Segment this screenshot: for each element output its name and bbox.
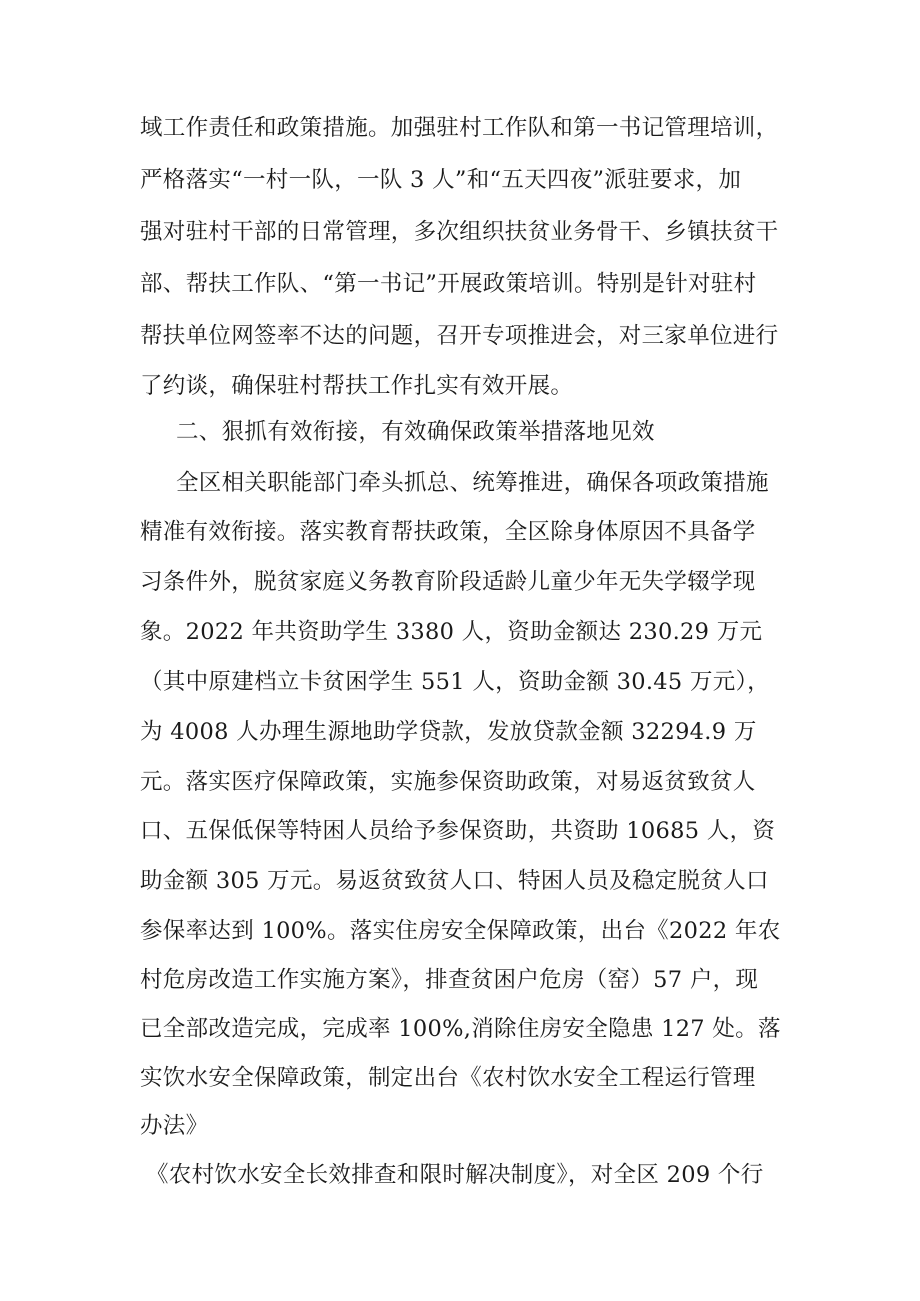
text-line: 为 4008 人办理生源地助学贷款，发放贷款金额 32294.9 万 bbox=[140, 719, 757, 745]
text-line: 参保率达到 100%。落实住房安全保障政策，出台《2022 年农 bbox=[140, 918, 781, 944]
text-line: 元。落实医疗保障政策，实施参保资助政策，对易返贫致贫人 bbox=[140, 769, 756, 795]
text-line: （其中原建档立卡贫困学生 551 人，资助金额 30.45 万元）， bbox=[140, 669, 770, 695]
text-line: 域工作责任和政策措施。加强驻村工作队和第一书记管理培训， bbox=[140, 115, 779, 141]
text-line: 部、帮扶工作队、“第一书记”开展政策培训。特别是针对驻村 bbox=[140, 271, 757, 297]
text-line: 全区相关职能部门牵头抓总、统筹推进，确保各项政策措施 bbox=[176, 470, 769, 496]
text-line: 严格落实“一村一队，一队 3 人”和“五天四夜”派驻要求，加 bbox=[140, 167, 742, 193]
text-line: 助金额 305 万元。易返贫致贫人口、特困人员及稳定脱贫人口 bbox=[140, 868, 769, 894]
text-line: 已全部改造完成，完成率 100%,消除住房安全隐患 127 处。落 bbox=[140, 1016, 781, 1042]
text-line: 了约谈，确保驻村帮扶工作扎实有效开展。 bbox=[140, 373, 574, 399]
text-line: 象。2022 年共资助学生 3380 人，资助金额达 230.29 万元 bbox=[140, 619, 763, 645]
text-line: 口、五保低保等特困人员给予参保资助，共资助 10685 人，资 bbox=[140, 818, 776, 844]
text-line: 精准有效衔接。落实教育帮扶政策，全区除身体原因不具备学 bbox=[140, 519, 756, 545]
text-line: 帮扶单位网签率不达的问题，召开专项推进会，对三家单位进行 bbox=[140, 323, 779, 349]
text-line: 《农村饮水安全长效排查和限时解决制度》，对全区 209 个行 bbox=[146, 1162, 764, 1188]
text-line: 村危房改造工作实施方案》，排查贫困户危房（窑）57 户，现 bbox=[140, 967, 759, 993]
text-line: 办法》 bbox=[140, 1113, 209, 1139]
text-line: 实饮水安全保障政策，制定出台《农村饮水安全工程运行管理 bbox=[140, 1065, 756, 1091]
text-line: 强对驻村干部的日常管理，多次组织扶贫业务骨干、乡镇扶贫干 bbox=[140, 219, 779, 245]
section-heading: 二、狠抓有效衔接，有效确保政策举措落地见效 bbox=[176, 419, 655, 445]
text-line: 习条件外，脱贫家庭义务教育阶段适龄儿童少年无失学辍学现 bbox=[140, 569, 756, 595]
